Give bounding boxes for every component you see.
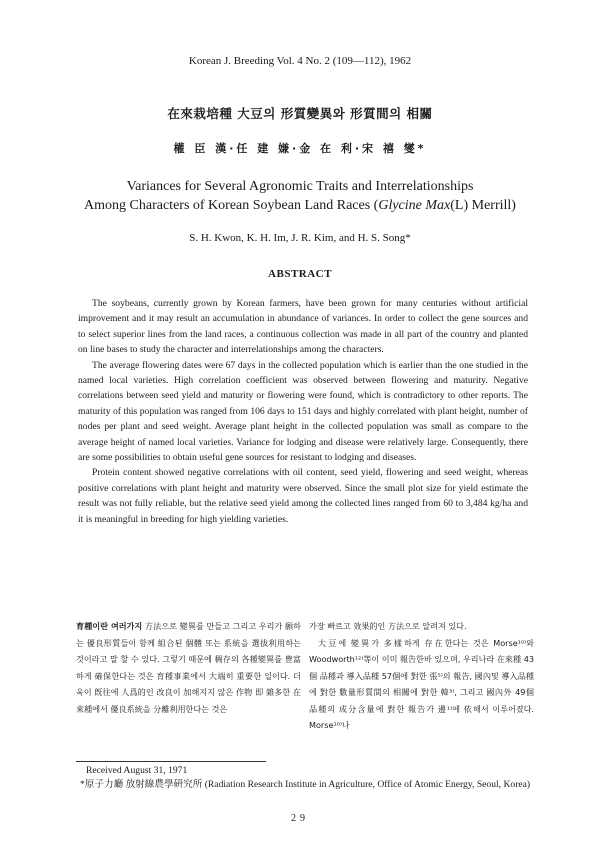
abstract-heading: ABSTRACT [268, 268, 332, 280]
lead-in-text: 育種이란 여러가지 [76, 621, 143, 631]
body-right-column [309, 618, 534, 734]
abstract-paragraph-3: Protein content showed negative correlations with oil content, seed yield, flowering and seed weight, whereas positive correlations with plant height and maturity were observed. Since the small plot size for yield estimate the result was not fully reliable, but the relative seed yield among the collected lines ranged from 60 to 3,484 kg/ha and it is meaningful in breeding for high yielding varieties. [78, 467, 528, 525]
english-title-line1: Variances for Several Agronomic Traits and Interrelationships [126, 179, 474, 194]
english-title [0, 177, 600, 215]
footnote-divider [76, 761, 266, 762]
abstract-paragraph-1: The soybeans, currently grown by Korean farmers, have been grown for many centuries without artificial improvement and it may result an accumulation in abundance of variances. In order to collect the gene sources and to select superior lines from the land races, a continuous collection was made in all part of the country and planted on line bases to study the character and interrelationships among the characters. [78, 298, 528, 356]
english-title-line2 [0, 196, 600, 215]
english-title-line2-end: (L) Merrill) [450, 198, 516, 213]
page-number: 29 [291, 813, 309, 824]
left-column-paragraph [76, 618, 301, 717]
journal-citation: Korean J. Breeding Vol. 4 No. 2 (109—112), 1962 [188, 55, 412, 67]
korean-authors: 權 臣 漢·任 建 嫌·金 在 利·宋 禧 燮* [173, 142, 427, 155]
species-name: Glycine Max [378, 198, 451, 213]
abstract-paragraph-2: The average flowering dates were 67 days in the collected population which is earlier than the one studied in the named local varieties. High correlation coefficient was observed between flowering and maturity. Negative correlations between seed yield and maturity or flowering were found, which is contradictory to other reports. The maturity of this population was ranged from 106 days to 151 days and highly correlated with plant height, number of nodes per plant and seed weight. Average plant height in the collected population was small as compare to the average height of named local varieties. Variance for lodging and disease were relatively large. Consequently, there are some possibilities to obtain useful gene sources for resistant to lodging and diseases. [78, 359, 528, 464]
right-column-paragraph-1: 가장 빠르고 效果的인 方法으로 알려져 있다. [309, 621, 467, 631]
received-date: Received August 31, 1971 [86, 765, 188, 776]
left-column-text: 方法으로 變異를 만들고 그리고 우리가 願하는 優良形質들이 함께 組合된 個體 또는 系統을 選拔利用하는 것이라고 말 할 수 있다. 그렇기 때문에 稠存의 各種變異를 豊富하게 確保한다는 것은 育種事業에서 大端히 重要한 일이다. 더욱이 旣往에 人爲的인 改良이 加해지지 않은 作物 即 雜多한 在來種에서 優良系統을 分離利用한다는 것은 [76, 621, 301, 714]
author-affiliation: *原子力廳 放射線農學硏究所 (Radiation Research Institute in Agriculture, Office of Atomic Energy, Seoul, Korea) [80, 779, 531, 790]
abstract-body [78, 296, 528, 527]
right-column-paragraph-2: 大豆에 變異가 多樣하게 存在한다는 것은 Morse¹⁰⁾와 Woodworth¹²⁾等이 이미 報告한바 있으며, 우리나라 在來種 43個 品種과 導入品種 57個에 對한 張⁵⁾의 報告, 國內및 導入品種에 對한 數量形質間의 相關에 對한 韓³⁾, 그리고 國內外 49個 品種의 成分含量에 對한 報告가 邊¹⁾에 依해서 이루어졌다. Morse¹⁰⁾나 [309, 637, 534, 730]
korean-title: 在來栽培種 大豆의 形質變異와 形質間의 相關 [167, 106, 433, 121]
body-left-column [76, 618, 301, 717]
english-title-line2-start: Among Characters of Korean Soybean Land Races ( [84, 198, 379, 213]
english-authors: S. H. Kwon, K. H. Im, J. R. Kim, and H. S. Song* [189, 232, 411, 244]
